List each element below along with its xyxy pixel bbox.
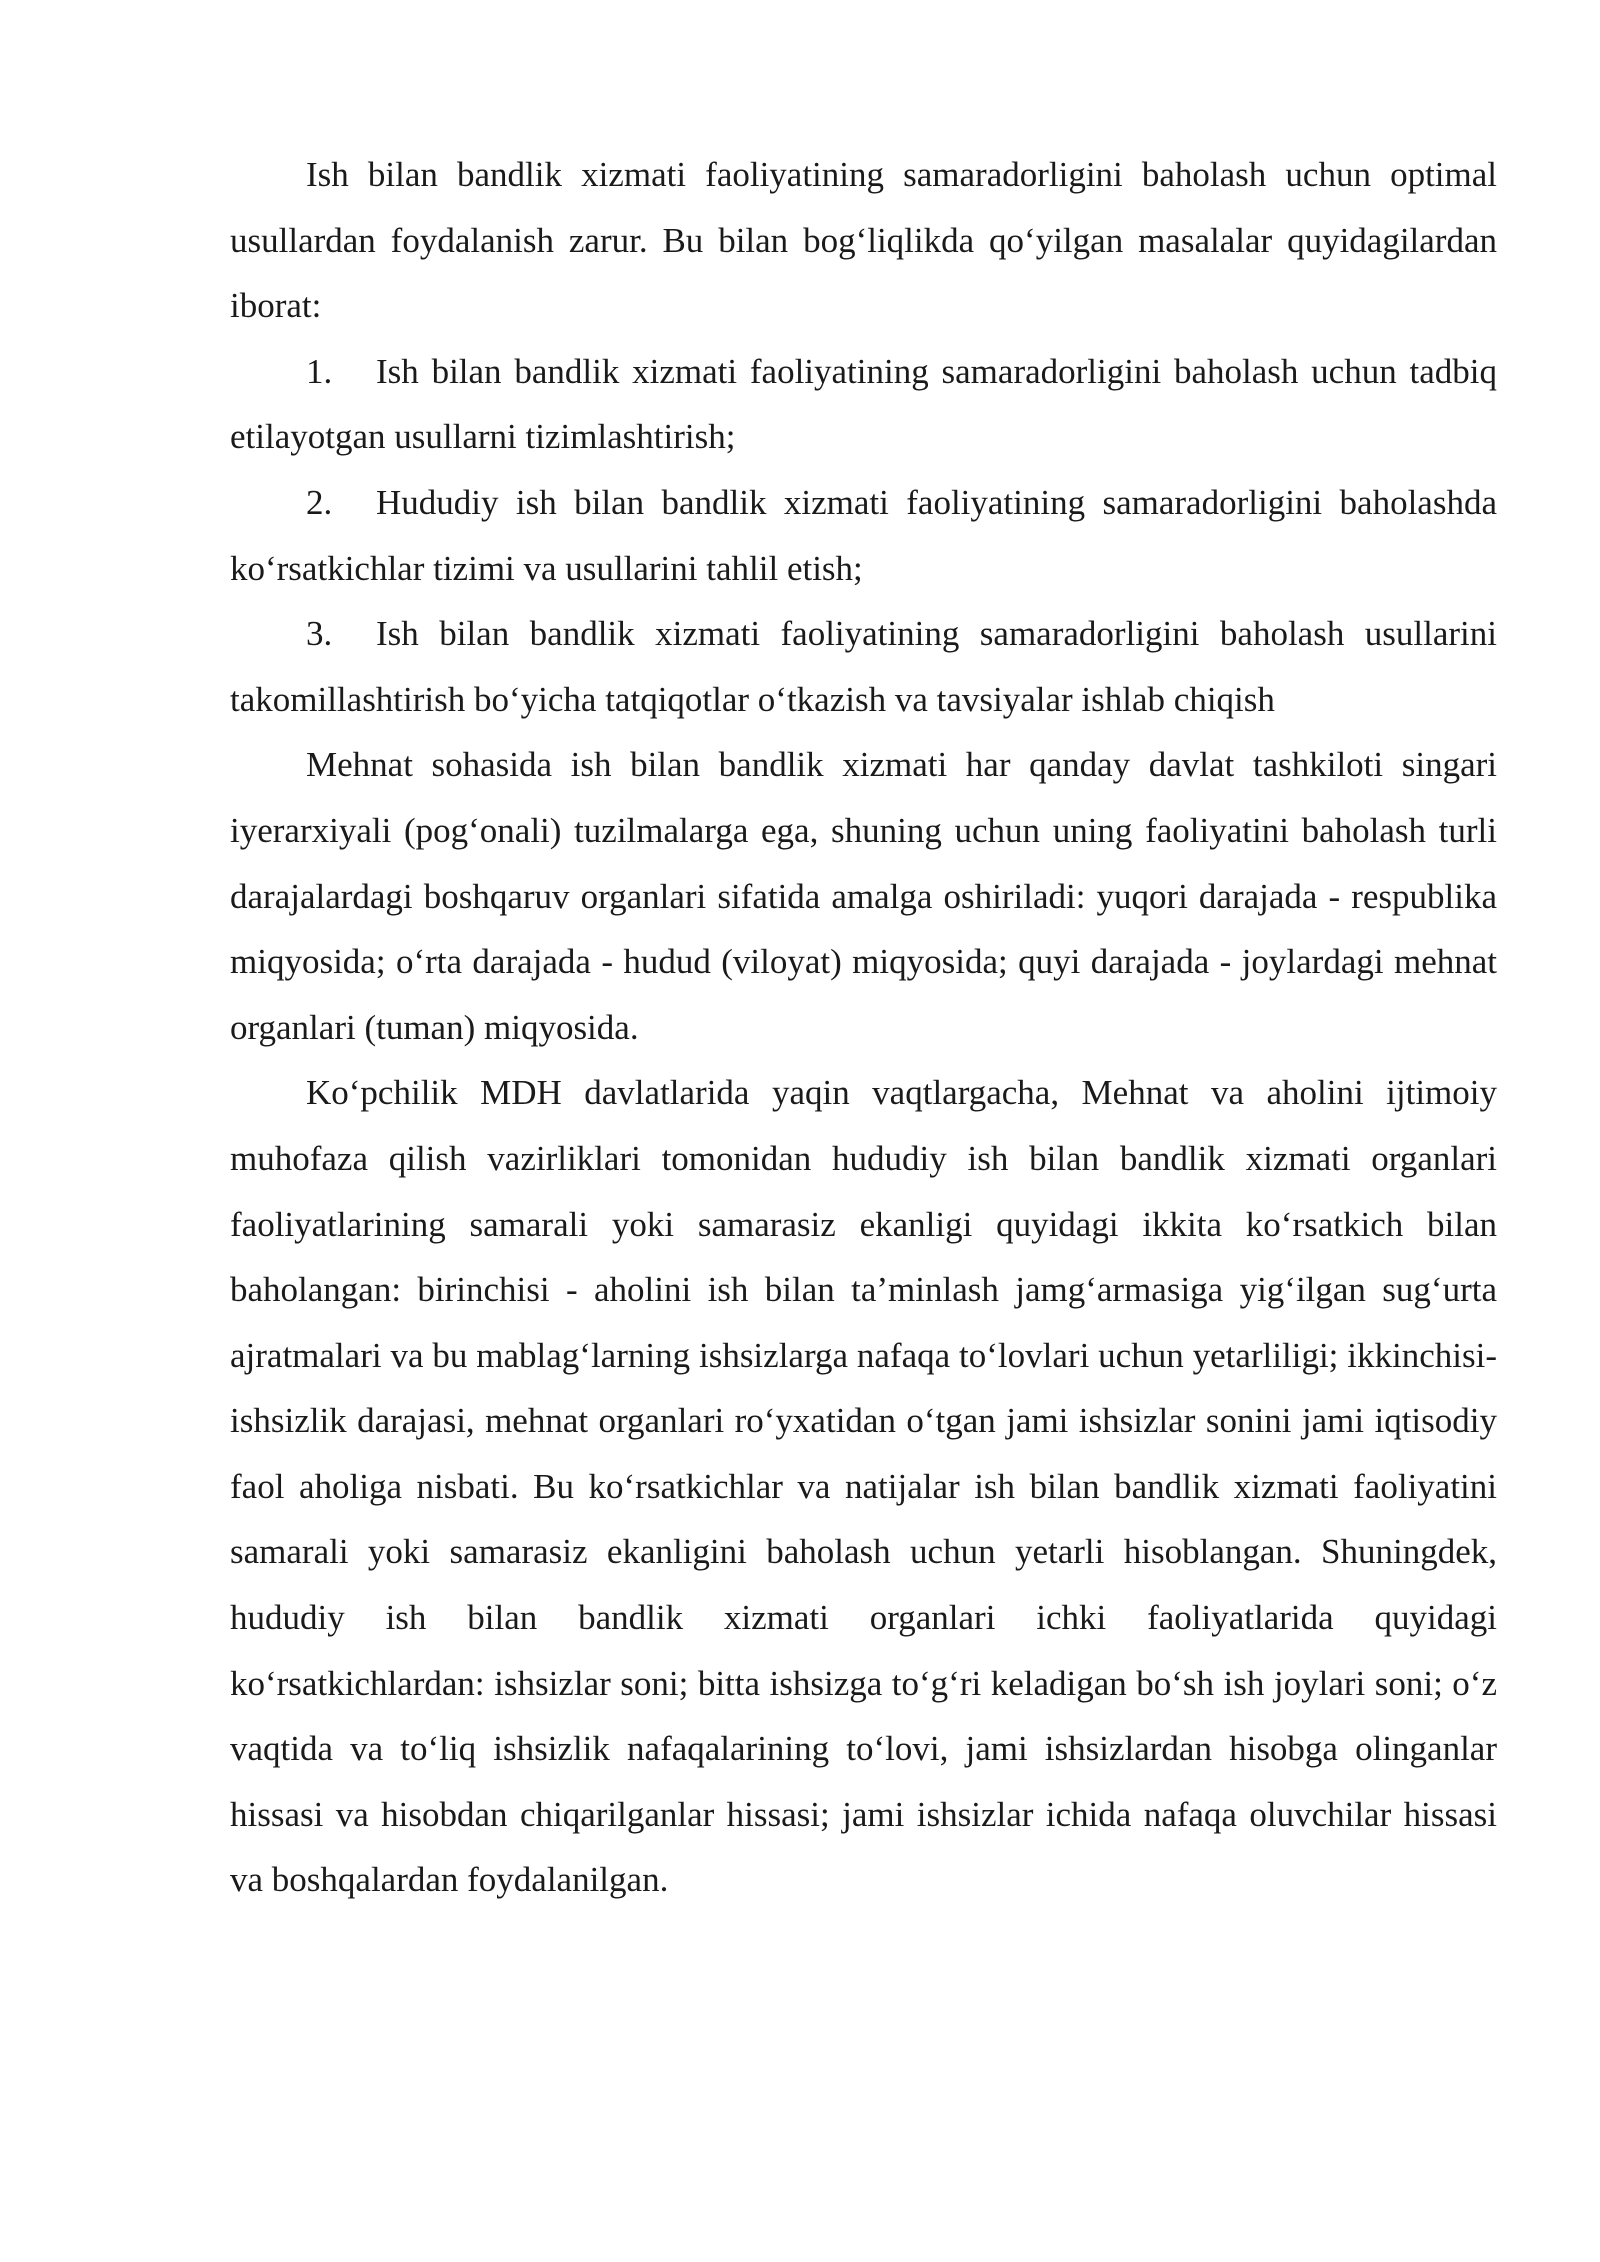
paragraph-cis-evaluation: Ko‘pchilik MDH davlatlarida yaqin vaqtlargacha, Mehnat va aholini ijtimoiy muhofaza qilish vazirliklari tomonidan hududiy ish bilan bandlik xizmati organlari faoliyatlarining samarali yoki samarasiz ekanligi quyidagi ikkita ko‘rsatkich bilan baholangan: birinchisi - aholini ish bilan ta’minlash jamg‘armasiga yig‘ilgan sug‘urta ajratmalari va bu mablag‘larning ishsizlarga nafaqa to‘lovlari uchun yetarliligi; ikkinchisi-ishsizlik darajasi, mehnat organlari ro‘yxatidan o‘tgan jami ishsizlar sonini jami iqtisodiy faol aholiga nisbati. Bu ko‘rsatkichlar va natijalar ish bilan bandlik xizmati faoliyatini samarali yoki samarasiz ekanligini baholash uchun yetarli hisoblangan. Shuningdek, hududiy ish bilan bandlik xizmati organlari ichki faoliyatlarida quyidagi ko‘rsatkichlardan: ishsizlar soni; bitta ishsizga to‘g‘ri keladigan bo‘sh ish joylari soni; o‘z vaqtida va to‘liq ishsizlik nafaqalarining to‘lovi, jami ishsizlardan hisobga olinganlar hissasi va hisobdan chiqarilganlar hissasi; jami ishsizlar ichida nafaqa oluvchilar hissasi va boshqalardan foydalanilgan. [230, 1073, 1497, 1900]
list-number: 2. [306, 482, 333, 522]
list-item-text: Ish bilan bandlik xizmati faoliyatining samaradorligini baholash uchun tadbiq etilayotgan usullarni tizimlashtirish; [230, 351, 1497, 457]
list-item-text: Hududiy ish bilan bandlik xizmati faoliyatining samaradorligini baholashda ko‘rsatkichlar tizimi va usullarini tahlil etish; [230, 482, 1497, 588]
list-item-2 [230, 470, 1497, 601]
paragraph-hierarchy: Mehnat sohasida ish bilan bandlik xizmati har qanday davlat tashkiloti singari iyerarxiyali (pog‘onali) tuzilmalarga ega, shuning uchun uning faoliyatini baholash turli darajalardagi boshqaruv organlari sifatida amalga oshiriladi: yuqori darajada - respublika miqyosida; o‘rta darajada - hudud (viloyat) miqyosida; quyi darajada - joylardagi mehnat organlari (tuman) miqyosida. [230, 745, 1497, 1047]
list-number: 1. [306, 351, 333, 391]
list-item-1 [230, 339, 1497, 470]
document-page [230, 142, 1497, 1913]
list-item-text: Ish bilan bandlik xizmati faoliyatining samaradorligini baholash usullarini takomillashtirish bo‘yicha tatqiqotlar o‘tkazish va tavsiyalar ishlab chiqish [230, 614, 1497, 719]
intro-paragraph: Ish bilan bandlik xizmati faoliyatining samaradorligini baholash uchun optimal usullardan foydalanish zarur. Bu bilan bog‘liqlikda qo‘yilgan masalalar quyidagilardan iborat: [230, 155, 1497, 326]
list-number: 3. [306, 614, 333, 654]
list-item-3 [230, 601, 1497, 732]
